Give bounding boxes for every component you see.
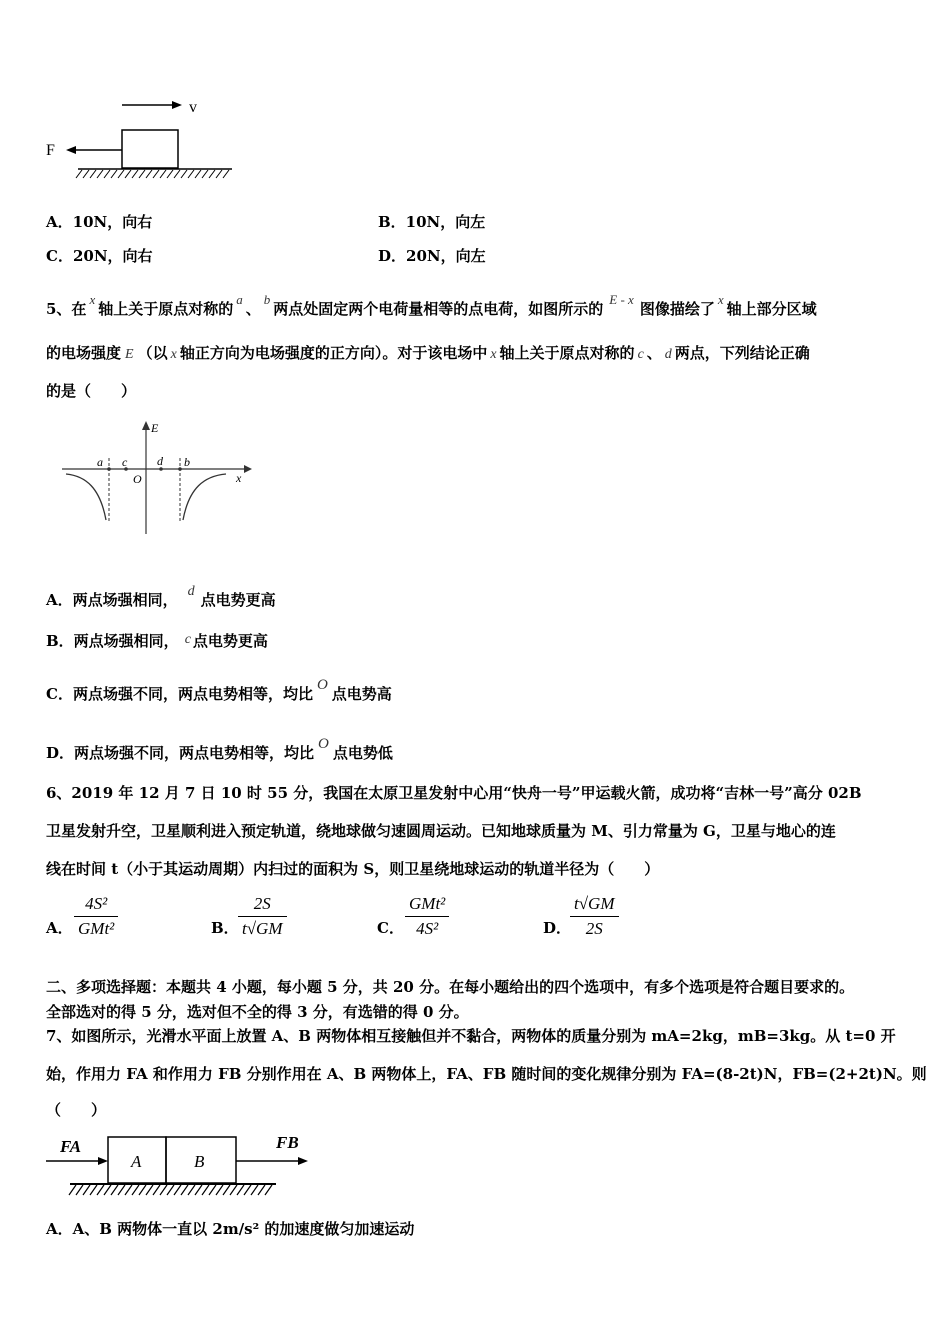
q4-option-d: D．20N，向左 <box>378 247 486 265</box>
force-b-label: FB <box>276 1133 299 1152</box>
force-a-label: FA <box>60 1137 82 1156</box>
q5-option-c: C．两点场强不同，两点电势相等，均比 $^O$ 点电势高 <box>46 677 392 703</box>
q6-option-c-fraction: GMt² 4S² <box>405 894 449 939</box>
q6-option-c-label: C． <box>377 919 404 937</box>
q6-stem-line2: 卫星发射升空，卫星顺利进入预定轨道，绕地球做匀速圆周运动。已知地球质量为 M、引力常量为 G，卫星与地心的连 <box>46 822 836 840</box>
q7-stem-line3: （ ） <box>46 1101 107 1119</box>
q6-option-b-label: B． <box>211 919 239 937</box>
origin-label: O <box>133 472 142 486</box>
q4-option-c: C．20N，向右 <box>46 247 153 265</box>
q4-option-b: B．10N，向左 <box>378 213 486 231</box>
force-block-figure <box>40 92 250 187</box>
section2-heading-line1: 二、多项选择题：本题共 4 小题，每小题 5 分，共 20 分。在每小题给出的四个选项中，有多个选项是符合题目要求的。 <box>46 978 855 996</box>
q6-option-d-fraction: t√GM 2S <box>570 894 619 939</box>
q6-stem-line3: 线在时间 t（小于其运动周期）内扫过的面积为 S，则卫星绕地球运动的轨道半径为（ ） <box>46 860 660 878</box>
q5-option-d: D．两点场强不同，两点电势相等，均比 $^O$ 点电势低 <box>46 736 393 762</box>
block-b-label: B <box>194 1152 205 1171</box>
q5-stem-line2: 的电场强度 E （以 x 轴正方向为电场强度的正方向）。对于该电场中 x 轴上关于原点对称的 c 、 d 两点，下列结论正确 <box>46 344 810 362</box>
q5-stem-line3: 的是（ ） <box>46 382 137 400</box>
velocity-label: v <box>189 99 197 116</box>
block-a-label: A <box>131 1152 142 1171</box>
q5-option-a: A．两点场强相同， $^d$ 点电势更高 <box>46 584 276 609</box>
e-x-graph <box>58 418 258 538</box>
two-blocks-figure <box>40 1126 330 1206</box>
q6-option-a-label: A． <box>46 919 73 937</box>
q4-option-a: A．10N，向右 <box>46 213 153 231</box>
axis-e-label: E <box>151 421 159 435</box>
q6-option-a-fraction: 4S² GMt² <box>74 894 118 939</box>
q7-stem-line2: 始，作用力 FA 和作用力 FB 分别作用在 A、B 两物体上，FA、FB 随时间的变化规律分别为 FA=(8-2t)N，FB=(2+2t)N。则 <box>46 1065 927 1083</box>
q6-option-b-fraction: 2S t√GM <box>238 894 287 939</box>
point-c-label: c <box>122 455 128 469</box>
force-label: F <box>46 142 55 159</box>
q6-option-d-label: D． <box>543 919 572 937</box>
point-a-label: a <box>97 455 103 469</box>
point-b-label: b <box>184 455 190 469</box>
section2-heading-line2: 全部选对的得 5 分，选对但不全的得 3 分，有选错的得 0 分。 <box>46 1003 469 1021</box>
q6-stem-line1: 6、2019 年 12 月 7 日 10 时 55 分，我国在太原卫星发射中心用“快舟一号”甲运载火箭，成功将“吉林一号”高分 02B <box>46 784 862 802</box>
q7-option-a: A．A、B 两物体一直以 2m/s² 的加速度做匀加速运动 <box>46 1220 415 1238</box>
axis-x-label: x <box>236 471 242 485</box>
q5-stem-line1: 5、在$^x$轴上关于原点对称的$^a$、$^b$两点处固定两个电荷量相等的点电荷，如图所示的$^{E - x}$图像描绘了$^x$轴上部分区域 <box>46 292 817 318</box>
point-d-label: d <box>157 454 163 468</box>
q5-option-b: B．两点场强相同， $^c$ 点电势更高 <box>46 632 268 650</box>
q7-stem-line1: 7、如图所示，光滑水平面上放置 A、B 两物体相互接触但并不黏合，两物体的质量分别为 mA=2kg，mB=3kg。从 t=0 开 <box>46 1027 896 1045</box>
